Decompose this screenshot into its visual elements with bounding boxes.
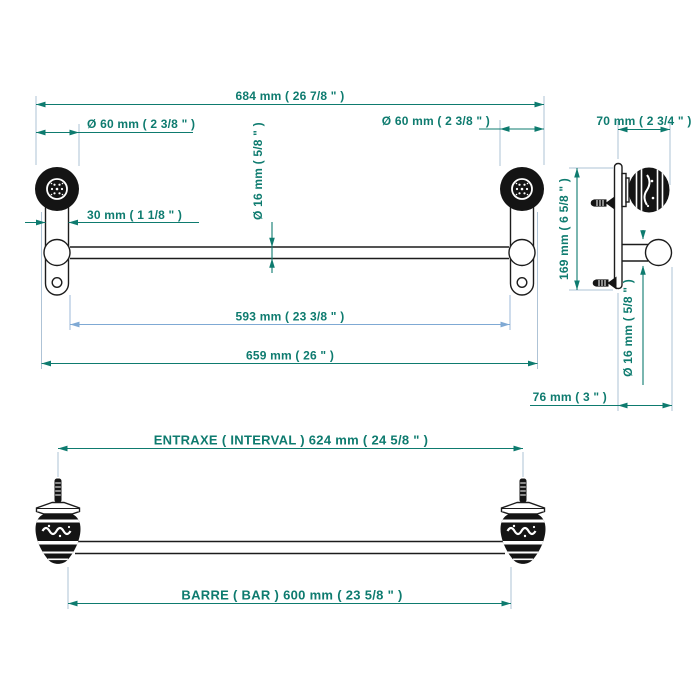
dimension-projection	[596, 114, 691, 132]
dim-overall-label: 684 mm ( 26 7/8 " )	[235, 89, 345, 103]
dim-bar-span-label: 593 mm ( 23 3/8 " )	[235, 309, 345, 324]
wall-plate-side	[615, 164, 623, 289]
dim-left-knob-label: Ø 60 mm ( 2 3/8 " )	[87, 117, 196, 131]
dim-interval-label: ENTRAXE ( INTERVAL ) 624 mm ( 24 5/8 " )	[153, 432, 429, 448]
side-view	[530, 114, 692, 411]
dim-total-depth-label: 76 mm ( 3 " )	[532, 390, 607, 404]
dimension-posts-outer-span	[42, 349, 538, 367]
dimension-total-depth	[530, 390, 672, 408]
plan-extension-lines	[58, 452, 523, 609]
dimension-interval	[58, 433, 523, 452]
plan-view	[35, 433, 546, 610]
dimension-overall-width	[36, 89, 544, 107]
dimension-bar-length	[68, 588, 511, 607]
dimension-bar-diameter-side	[621, 230, 646, 385]
dimension-right-knob-diameter	[382, 114, 544, 132]
dim-plate-height-label: 169 mm ( 6 5/8 " )	[557, 177, 571, 281]
left-knob-front	[35, 167, 79, 211]
left-screw-hole	[52, 278, 62, 288]
dimension-plate-height	[557, 168, 580, 290]
left-bar-ball	[44, 240, 70, 266]
bar-front	[70, 247, 509, 259]
right-knob-plan	[500, 479, 546, 564]
upper-wall-screw	[591, 197, 615, 210]
dim-projection-label: 70 mm ( 2 3/4 " )	[596, 114, 692, 128]
towel-bar-front	[35, 167, 544, 295]
bar-plan	[75, 542, 505, 554]
lower-wall-screw	[593, 277, 617, 290]
dim-bar-diameter-side-label: Ø 16 mm ( 5/8 " )	[621, 279, 635, 377]
bracket-arm-side	[622, 245, 648, 262]
left-knob-plan	[35, 479, 81, 564]
dimension-bar-diameter-front	[251, 122, 275, 273]
dimension-bar-span	[70, 310, 510, 328]
dim-bar-length-label: BARRE ( BAR ) 600 mm ( 23 5/8 " )	[181, 587, 403, 603]
right-bar-ball	[509, 240, 535, 266]
dimension-left-knob-diameter	[36, 117, 195, 135]
right-knob-front	[500, 167, 544, 211]
dim-posts-outer-label: 659 mm ( 26 " )	[245, 348, 335, 363]
towel-bar-side	[591, 164, 672, 290]
bar-end-ball-side	[646, 240, 672, 266]
dim-post-width-label: 30 mm ( 1 1/8 " )	[87, 208, 183, 222]
right-screw-hole	[517, 278, 527, 288]
front-view	[25, 89, 544, 369]
dim-right-knob-label: Ø 60 mm ( 2 3/8 " )	[381, 114, 490, 128]
dim-bar-diameter-front-label: Ø 16 mm ( 5/8 " )	[251, 122, 265, 220]
front-extension-lines	[36, 96, 544, 369]
towel-bar-plan	[35, 479, 546, 564]
